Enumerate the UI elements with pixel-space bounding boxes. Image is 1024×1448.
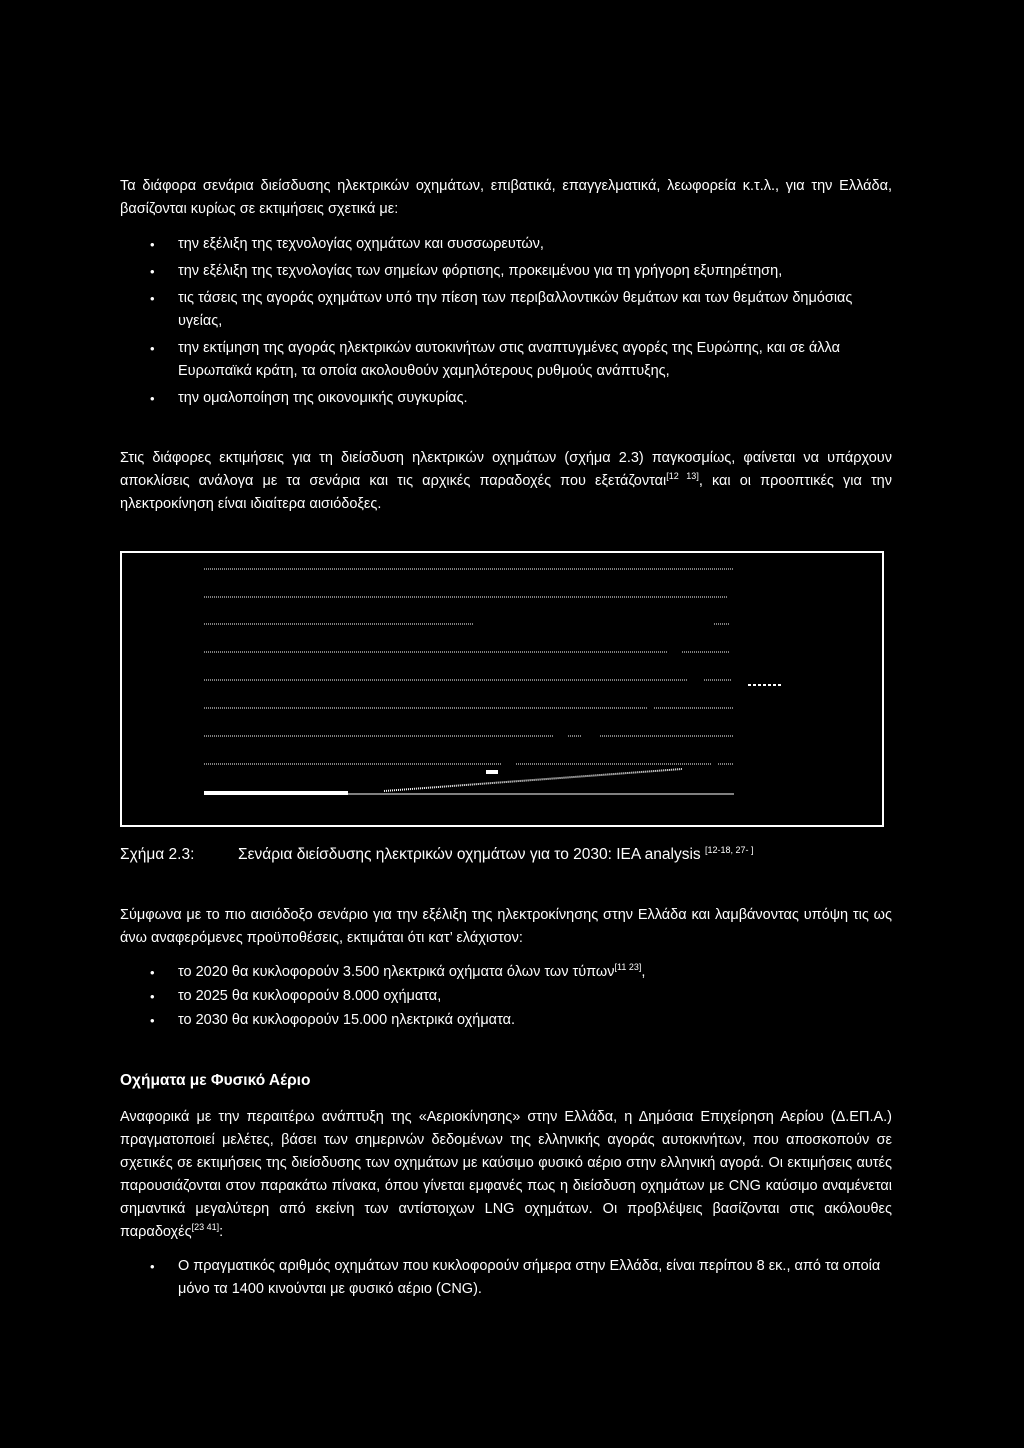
caption-text: Σενάρια διείσδυσης ηλεκτρικών οχημάτων για το 2030: IEA analysis <box>238 846 701 863</box>
citation: [11 23] <box>614 962 642 972</box>
list-item <box>120 985 892 1008</box>
list-item <box>120 961 892 984</box>
estimates-text: Στις διάφορες εκτιμήσεις για τη διείσδυση ηλεκτρικών οχημάτων (σχήμα 2.3) παγκοσμίως, φαίνεται να υπάρχουν αποκλίσεις ανάλογα με τα σενάρια και τις αρχικές παραδοχές που εξετάζονται <box>120 450 892 489</box>
caption-number: Σχήμα 2.3: <box>120 846 195 863</box>
list-item: • την ομαλοποίηση της οικονομικής συγκυρίας. <box>120 387 892 410</box>
figure-2-3 <box>120 551 884 827</box>
greece-bullet-list <box>120 961 892 1033</box>
estimates-text-end: , και οι προοπτικές για την ηλεκτροκίνηση είναι ιδιαίτερα αισιόδοξες. <box>120 473 892 512</box>
list-item-text: το 2030 θα κυκλοφορούν 15.000 ηλεκτρικά οχήματα. <box>178 1012 515 1028</box>
gas-bullet-list <box>120 1255 892 1305</box>
trend-line <box>384 769 682 791</box>
list-item: • Ο πραγματικός αριθμός οχημάτων που κυκλοφορούν σήμερα στην Ελλάδα, είναι περίπου 8 εκ., από τα οποία μόνο τα 1400 κινούνται με φυσικό αέριο (CNG). <box>120 1255 892 1301</box>
estimates-paragraph <box>120 447 892 516</box>
section-heading: Οχήματα με Φυσικό Αέριο <box>120 1072 311 1089</box>
gas-paragraph <box>120 1106 892 1244</box>
intro-bullet-list <box>120 233 892 414</box>
list-item <box>120 1009 892 1032</box>
gas-text: Αναφορικά με την περαιτέρω ανάπτυξη της «Αεριοκίνησης» στην Ελλάδα, η Δημόσια Επιχείρηση Αερίου (Δ.ΕΠ.Α.) πραγματοποιεί μελέτες, βάσει των σημερινών δεδομένων της ελληνικής αγοράς αυτοκινήτων, που αποσκοπούν σε σχετικές σε εκτιμήσεις της διείσδυσης των οχημάτων με καύσιμο φυσικό αέριο στην ελληνική αγορά. Οι εκτιμήσεις αυτές παρουσιάζονται στον παρακάτω πίνακα, όπου γίνεται εμφανές πως η διείσδυση οχημάτων με CNG καύσιμο αναμένεται σημαντικά μεγαλύτερη από εκείνη των αντίστοιχων LNG οχημάτων. Οι προβλέψεις βασίζονται στις ακόλουθες παραδοχές <box>120 1109 892 1240</box>
bar <box>486 770 498 774</box>
greece-paragraph: Σύμφωνα με το πιο αισιόδοξο σενάριο για την εξέλιξη της ηλεκτροκίνησης στην Ελλάδα και λαμβάνοντας υπόψη τις ως άνω αναφερόμενες προϋποθέσεις, εκτιμάται ότι κατ’ ελάχιστον: <box>120 907 892 946</box>
citation: [23 41] <box>191 1222 220 1232</box>
gas-text-end: : <box>219 1224 224 1240</box>
list-item-text: το 2025 θα κυκλοφορούν 8.000 οχήματα, <box>178 988 442 1004</box>
bar <box>204 791 348 795</box>
list-item: • την εξέλιξη της τεχνολογίας οχημάτων και συσσωρευτών, <box>120 233 892 256</box>
list-item: • την εκτίμηση της αγοράς ηλεκτρικών αυτοκινήτων στις αναπτυγμένες αγορές της Ευρώπης, και σε άλλα Ευρωπαϊκά κράτη, τα οποία ακολουθούν χαμηλότερους ρυθμούς ανάπτυξης, <box>120 337 892 383</box>
list-item-tail: , <box>641 964 646 980</box>
citation: [12-18, 27- ] <box>704 845 754 855</box>
list-item: • την εξέλιξη της τεχνολογίας των σημείων φόρτισης, προκειμένου για τη γρήγορη εξυπηρέτηση, <box>120 260 892 283</box>
intro-paragraph: Τα διάφορα σενάρια διείσδυσης ηλεκτρικών οχημάτων, επιβατικά, επαγγελματικά, λεωφορεία κ.τ.λ., για την Ελλάδα, βασίζονται κυρίως σε εκτιμήσεις σχετικά με: <box>120 178 892 217</box>
figure-graphic <box>122 553 882 825</box>
figure-caption <box>120 844 754 866</box>
list-item-text: το 2020 θα κυκλοφορούν 3.500 ηλεκτρικά οχήματα όλων των τύπων <box>178 964 615 980</box>
citation: [12 13] <box>666 471 699 481</box>
list-item: • τις τάσεις της αγοράς οχημάτων υπό την πίεση των περιβαλλοντικών θεμάτων και των θεμάτων δημόσιας υγείας, <box>120 287 892 333</box>
